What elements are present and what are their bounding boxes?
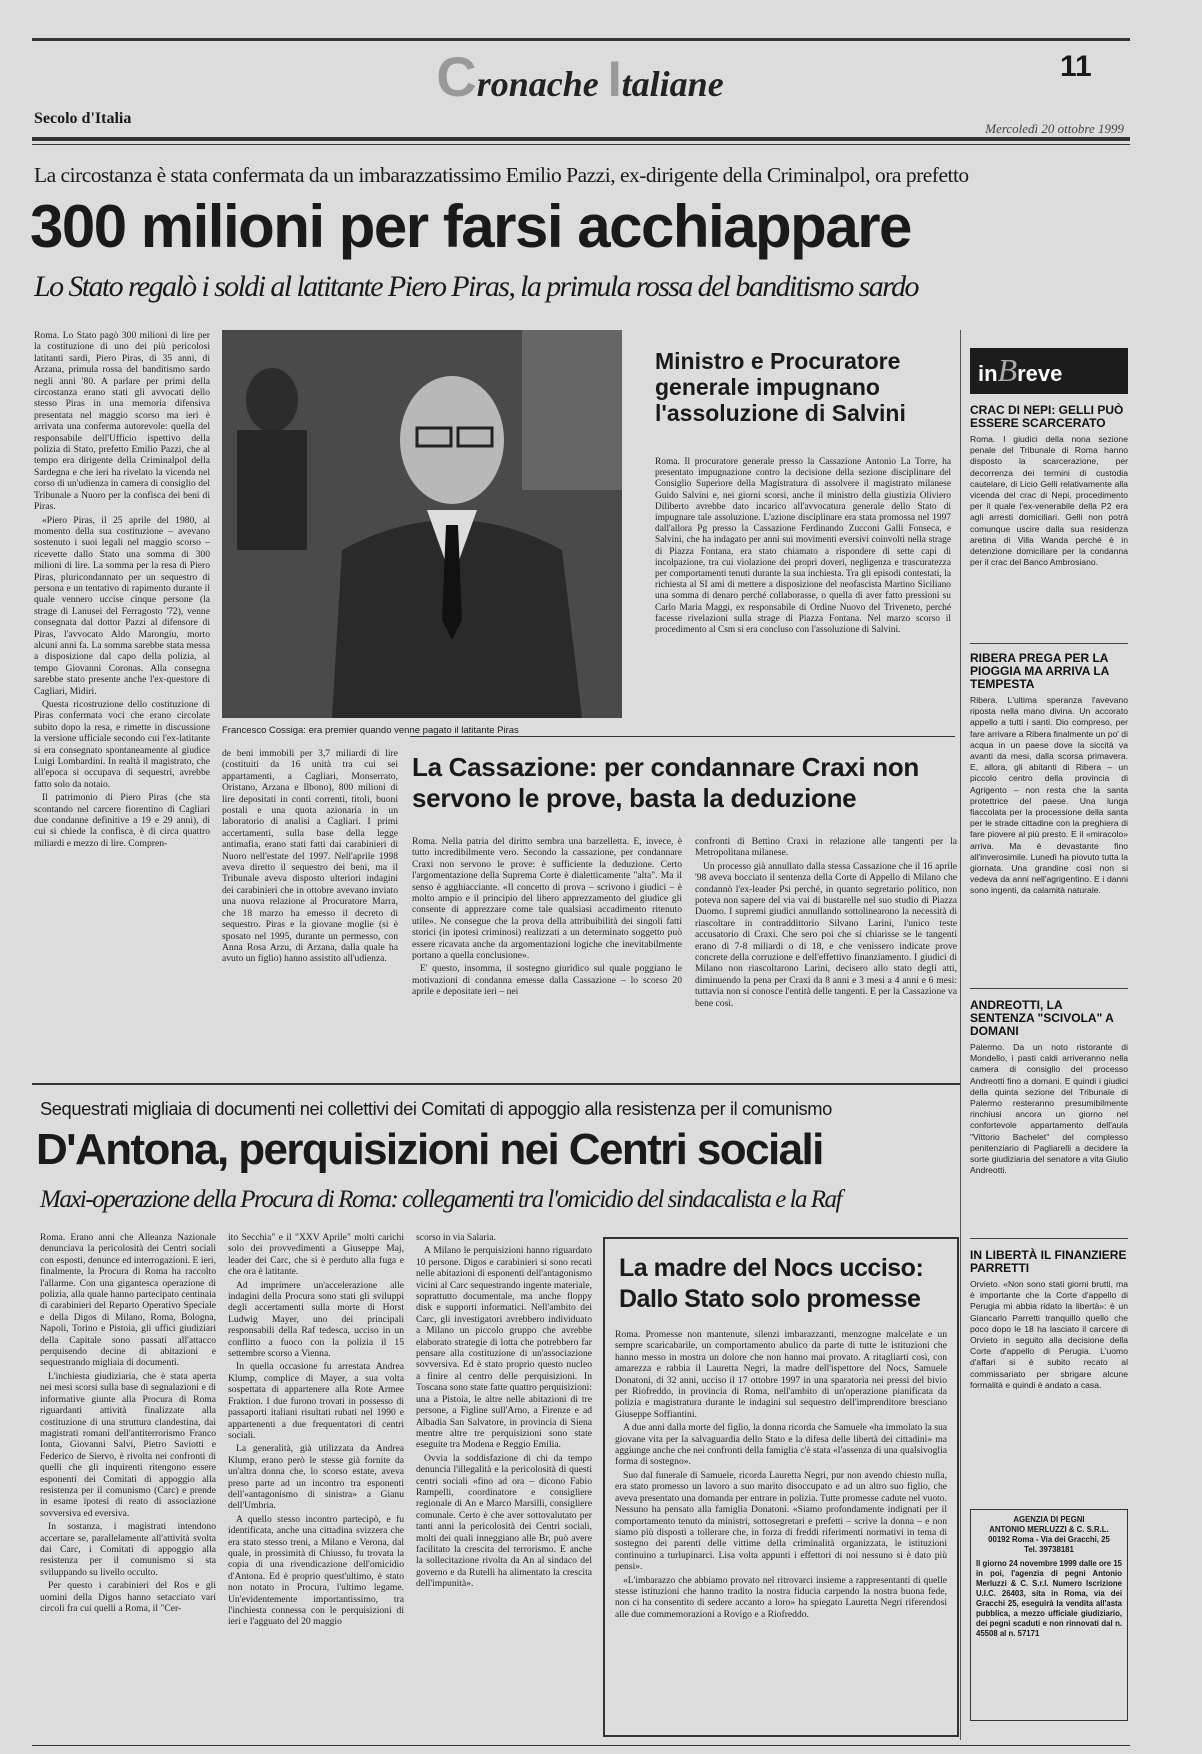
section-title-initial: C (436, 45, 477, 108)
paragraph: E' questo, insomma, il sostegno giuridico sul quale poggiano le motivazioni di condanna emesse dalla Cassazione – lo scorso 20 aprile e depositate ieri – nei (412, 963, 682, 998)
paragraph: de beni immobili per 3,7 miliardi di lire (costituiti da 16 unità tra cui sei appartamenti, a Cagliari, Monserrato, Oristano, Arzana e Ilbono), 800 milioni di lire depositati in conti correnti, titoli, buoni postali e una quota azionaria in un laboratorio di analisi a Cagliari. I primi accertamenti, sulla base della legge antimafia, erano stati fatti dai carabinieri di Nuoro nell'estate del 1997. Nell'aprile 1998 aveva diretto il sequestro dei beni, ma il Tribunale aveva disposto ulteriori indagini dei carabinieri che in ottobre avevano inviato una nuova relazione al Procuratore Marra, che 18 marzo ha emesso il decreto di sequestro. Piras e la giovane moglie (si è sposato nel 1995, durante un permesso, con Anna Rosa Arzu, di Arzana, dalla quale ha avuto un figlio) hanno assistito all'udienza. (222, 748, 398, 965)
paragraph: Roma. Lo Stato pagò 300 milioni di lire per la costituzione di uno dei più pericolosi latitanti sardi, Piero Piras, di 35 anni, di Arzana, primula rossa del banditismo sardo negli anni '80. A parlare per primi della circostanza erano stati gli avvocati dello stesso Piras in una memoria difensiva presentata nel maggio scorso ma ieri è arrivata una conferma autorevole: quella del responsabile dell'Ufficio ispettivo della polizia di Stato, prefetto Emilio Pazzi, che al tempo era dirigente della Criminalpol della Sardegna e che ieri ha rivelato la vicenda nel corso di un'udienza in camera di consiglio del Tribunale a Nuoro per la confisca dei beni di Piras. (34, 330, 210, 513)
lead2-col2 (228, 1232, 404, 1742)
lead2-col3 (416, 1232, 592, 1742)
section-title: Cronache Italiane (436, 45, 724, 108)
paragraph: A Milano le perquisizioni hanno riguardato 10 persone. Digos e carabinieri si sono recati nelle abitazioni di esponenti dell'antagonismo vicini al Carc sequestrando ingente materiale, soprattutto documentale, ma anche floppy disk e supporti informatici. Nell'ambito dei Carc, gli investigatori avrebbero individuato a Milano un piccolo gruppo che avrebbe elaborato strategie di lotta che potrebbero far pensare alla costituzione di un'associazione sovversiva. Ed è stato proprio questo nucleo a finire al centro delle perquisizioni. In Toscana sono state fatte quattro perquisizioni: una a Pistoia, le altre nelle abitazioni di tre persone, a Figline sull'Arno, a Firenze e ad Albadia San Salvatore, in provincia di Siena mentre altre tre perquisizioni sono state eseguite tra Modena e Reggio Emilia. (416, 1245, 592, 1451)
lead-headline: 300 milioni per farsi acchiappare (30, 193, 911, 260)
paragraph: A due anni dalla morte del figlio, la donna ricorda che Samuele «ha immolato la sua giovane vita per la salvaguardia dello Stato e la difesa delle libertà dei cittadini» ma aggiunge anche che nei confronti della famiglia c'è stata «l'assenza di una qualsivoglia forma di sostegno». (615, 1422, 947, 1468)
paragraph: Ovvia la soddisfazione di chi da tempo denuncia l'illegalità e la pericolosità di questi centri sociali «fino ad ora – dicono Fabio Rampelli, coordinatore e consigliere regionale di An e Marco Marsilli, consigliere comunale. Certo è che aver sottovalutato per tanti anni la pericolosità dei Centri sociali, molti dei quali inneggiano alle Br, può avere facilitato la crescita del terrorismo. E anche la sollecitazione rivolta da An al sindaco del governo e da Rutelli ha alimentato la crescita dell'impunità». (416, 1452, 592, 1590)
paragraph: «L'imbarazzo che abbiamo provato nel ritrovarci insieme a rappresentanti di quelle stesse istituzioni che hanno tradito la nostra fiducia carpendo la nostra buona fede, non ci ha consentito di sedere accanto a loro» ha spiegato Lauretta Negri riferendosi alle due commemorazioni a Rovigo e a Riofreddo. (615, 1574, 947, 1620)
paragraph: Roma. Promesse non mantenute, silenzi imbarazzanti, menzogne malcelate e un sempre scaricabarile, un comportamento abulico da parte di tutte le istituzioni che hanno messo in mostra un dolore che non hanno mai provato. A ritagliarti così, con amarezza e rabbia il Lauretta Negri, la madre dell'ispettore del Nocs, Samuele Donatoni, di 32 anni, ucciso il 17 ottobre 1997 in una sparatoria nei pressi del bivio per Riofreddo, in provincia di Roma, nell'ambito di un'operazione pianificata da polizia e magistratura durante le indagini sul sequestro dell'imprenditore bresciano Giuseppe Soffiantini. (615, 1329, 947, 1420)
lead-subhead: Lo Stato regalò i soldi al latitante Piero Piras, la primula rossa del banditismo sardo (34, 270, 918, 303)
paragraph: confronti di Bettino Craxi in relazione alle tangenti per la Metropolitana milanese. (695, 836, 957, 859)
nocs-box (603, 1237, 959, 1737)
paragraph: A quello stesso incontro partecipò, e fu identificata, anche una cittadina svizzera che era stato stesso treni, a Milano e Verona, dal quale, in prossimità di Chiusso, fu trovata la copia di una rivendicazione dell'omicidio d'Antona. Ed è proprio quest'ultimo, è stato non notato in Procura, l'ultimo legame. Un'evidentemente importantissimo, tra l'inchiesta connessa con le perquisizioni di ieri e l'agguato del 20 maggio (228, 1513, 404, 1628)
paragraph: Suo dal funerale di Samuele, ricorda Lauretta Negri, pur non avendo chiesto nulla, era stato promesso un lavoro a suo marito disoccupato e ad un altro suo figlio, che aveva presentato una domanda per entrare in polizia. Tutte promesse cadute nel vuoto. Nessuno ha pensato alla famiglia Donatoni. «Siamo profondamente indignati per il comportamento tenuto da ministri, sottosegretari e prefetti – scrive la donna – e non siamo più disposti a tollerare che, in forza di freddi riferimenti normativi in tema di sostegno dei parenti delle vittime della criminalità organizzata, le istituzioni continuino a turlupinarci. Lisa volta appunti i effettori di noi nessuno si è dato più pensi». (615, 1469, 947, 1573)
header-rule-thin (32, 144, 1130, 145)
page-number: 11 (1060, 50, 1092, 83)
bottom-rule (32, 1745, 1130, 1746)
issue-date: Mercoledì 20 ottobre 1999 (985, 121, 1124, 136)
ad-title: AGENZIA DI PEGNI (1013, 1515, 1085, 1524)
paragraph: Ad imprimere un'accelerazione alle indagini della Procura sono stati gli sviluppi degli accertamenti sulla morte di Horst Ludwig Mayer, uno dei principali responsabili della Raf tedesca, ucciso in un conflitto a fuoco con la polizia il 15 settembre scorso a Vienna. (228, 1279, 404, 1360)
paragraph: In quella occasione fu arrestata Andrea Klump, complice di Mayer, a sua volta sospettata di appartenere alla Rote Armee Fraktion. I due furono trovati in possesso di passaporti italiani risultati rubati nel 1990 e appartenenti a due frequentatori di centri sociali. (228, 1361, 404, 1441)
paragraph: Roma. Erano anni che Alleanza Nazionale denunciava la pericolosità dei Centri sociali con esposti, denunce ed interrogazioni. E ieri, finalmente, la Procura di Roma ha raccolto l'allarme. Con una gigantesca operazione di polizia, alla quale hanno partecipato centinaia di carabinieri del Reparto Operativo Speciale e della Digos di Milano, Roma, Bologna, Napoli, Torino e Pistoia, gli uffici giudiziari della Capitale sono passati all'attacco perquisendo decine di abitazioni e sequestrando migliaia di documenti. (40, 1232, 216, 1369)
newspaper-name: Secolo d'Italia (34, 110, 132, 127)
paragraph: Un processo già annullato dalla stessa Cassazione che il 16 aprile '98 aveva bocciato il sentenza della Corte di Appello di Milano che condannò l'ex-leader Psi perché, in quanto segretario politico, non poteva non sapere del via vai di bustarelle nel suo studio di Piazza Duomo. I supremi giudici annullando sottolinearono la necessità di riascoltare in contraddittorio Silvano Larini, l'unico teste accusatorio di Craxi. Che sero poi che si chiarisse se le tangenti erano di 7-8 miliardi o di 18, e che venissero indicate prove concrete della corruzione e dell'effettivo finanziamento. I giudici di Milano non riascoltarono Larini, decisero allo stato degli atti, diminuendo la pena per Craxi da 8 anni e 3 mesi a 4 anni e 6 mesi: tuttavia non si conosce l'entità delle tangenti. E per la Cassazione va bene così. (695, 860, 957, 1009)
paragraph: L'inchiesta giudiziaria, che è stata aperta nei mesi scorsi sulla base di segnalazioni e di informative giunte alla Procura di Roma riguardanti attività finalizzate alla costituzione di una struttura clandestina, dai magistrati romani dell'antiterrorismo Franco Ionta, Giovanni Salvi, Pietro Saviotti e Federico de Siervo, è rivolta nei confronti di quelli che gli inquirenti ritengono essere esponenti dei Comitati di appoggio alla resistenza per il comunismo (Carc) e prende in esame ipotesi di reato di associazione sovversiva ed eversiva. (40, 1370, 216, 1519)
craxi-rule (410, 736, 955, 737)
header-rule (32, 137, 1130, 141)
section-divider (32, 1083, 960, 1085)
ad-company: ANTONIO MERLUZZI & C. S.R.L. (989, 1525, 1109, 1534)
paragraph: ito Secchia" e il "XXV Aprile" molti carichi solo dei provvedimenti a Giuseppe Maj, leader dei Carc, che si è perduto alla fuga e che ora è latitante. (228, 1232, 404, 1278)
lead2-kicker: Sequestrati migliaia di documenti nei collettivi dei Comitati di appoggio alla resistenza per il comunismo (40, 1098, 832, 1119)
sidebar-divider (960, 330, 961, 1740)
ad-phone: Tel. 39738181 (1024, 1545, 1074, 1554)
paragraph: «Piero Piras, il 25 aprile del 1980, al momento della sua costituzione – avevano sostenuto i suoi legali nel maggio scorso – ricevette dallo Stato una somma di 300 milioni di lire. La somma per la resa di Piero Piras, pluricondannato per un sequestro di persona e un tentativo di rapimento durante il quale vennero uccise cinque persone (la strage di Lanusei del Ferragosto '72), venne consegnata dal dottor Pazzi al difensore di Piras, l'avvocato Aldo Marongiu, morto alcuni anni fa. La somma sarebbe stata messa a disposizione dal capo della polizia, al tempo Giovanni Coronas. Alla consegna sarebbe stato presente anche l'ex-questore di Cagliari, Midiri. (34, 514, 210, 697)
paragraph: Per questo i carabinieri del Ros e gli uomini della Digos hanno setacciato vari circoli fra cui quelli a Roma, il "Cer- (40, 1580, 216, 1614)
brief-title: ANDREOTTI, LA SENTENZA "SCIVOLA" A DOMANI (970, 998, 1114, 1038)
lead2-col1 (40, 1232, 216, 1742)
photo-caption: Francesco Cossiga: era premier quando venne pagato il latitante Piras (222, 725, 519, 736)
paragraph: Roma. Nella patria del diritto sembra una barzelletta. E, invece, è tutto incredibilmente vero. Secondo la cassazione, per condannare Craxi non servono le prove: è sufficiente la deduzione. Certo l'argomentazione della Suprema Corte è dialetticamente "alta". Ma il senso è agghiacciante. «Il concetto di prova – scrivono i giudici – è molto ampio e il principio del libero apprezzamento del giudice gli consente di apprezzare come tale qualsiasi accadimento ritenuto utile». Ne consegue che la prova della attribuibilità dei singoli fatti storici (in ipotesi criminosi) realizzati a un determinato soggetto può essere ricavata anche da argomentazioni logiche che inevitabilmente portano a quella conclusione». (412, 836, 682, 962)
brief-item (970, 404, 1128, 644)
cossiga-photo (222, 330, 622, 718)
ad-address: 00192 Roma - Via dei Gracchi, 25 (988, 1535, 1110, 1544)
sidebar-title: inBreve (970, 348, 1128, 394)
brief-item (970, 644, 1128, 989)
paragraph: Roma. Il procuratore generale presso la Cassazione Antonio La Torre, ha presentato impugnazione contro la decisione della sezione disciplinare del Consiglio Superiore della Magistratura di assolvere il magistrato milanese Guido Salvini e, nei giorni scorsi, anche il ministro della giustizia Oliviero Diliberto avrebbe dato incarico all'avvocatura generale dello Stato di impugnare tale assoluzione. L'azione disciplinare era stata promossa nel 1997 dall'allora Pg presso la Cassazione Ferdinando Zucconi Galli Fonseca, e Salvini, che ha indagato per anni sui movimenti eversivi coinvolti nella strage di Piazza Fontana, era stato chiamato a rispondere di sette capi di incolpazione, tra cui violazione dei propri doveri, negligenza e trascuratezza per comportamenti tenuti durante la sua inchiesta. Tra gli episodi contestati, la richiesta al SI ami di mettere a disposizione del neofascista Martino Siciliano una somma di denaro perché collaborasse, o quella di aver fatto pressioni su Carlo Maria Maggi, ex responsabile di Ordine Nuovo del Triveneto, perché facesse rivelazioni sulla strage di Piazza Fontana. Nel marzo scorso il procedimento al Csm si era concluso con l'assoluzione di Salvini. (655, 457, 951, 636)
paragraph: La generalità, già utilizzata da Andrea Klump, erano però le stesse già fornite da un'altra donna che, lo scorso estate, aveva preso parte ad un incontro tra esponenti dell'«antagonismo di sinistra» a Gianu dell'Umbria. (228, 1443, 404, 1512)
portrait-illustration (222, 330, 622, 718)
lead2-subhead: Maxi-operazione della Procura di Roma: collegamenti tra l'omicidio del sindacalista e la Raf (40, 1186, 841, 1213)
nocs-body (615, 1329, 947, 1719)
brief-title: IN LIBERTÀ IL FINANZIERE PARRETTI (970, 1248, 1127, 1275)
brief-body: Orvieto. «Non sono stati giorni brutti, ma è importante che la Corte d'appello di Perugia mi abbia ridato la libertà»: è un Giancarlo Parretti tranquillo quello che poco dopo le 18 ha lasciato il carcere di Orvieto in seguito alla decisione della Corte d'appello di Perugia. L'uomo d'affari si è subito recato al commissariato per sbrigare alcune formalità e quindi è andato a casa. (970, 1279, 1128, 1390)
paragraph: scorso in via Salaria. (416, 1232, 496, 1243)
brief-body: Roma. I giudici della nona sezione penale del Tribunale di Roma hanno disposto la scarcerazione, per decorrenza dei termini di custodia cautelare, di Licio Gelli relativamente alla vicenda del crac di Nepi, procedimento per il quale l'ex-venerabile della P2 era agli arresti domiciliari. Gelli non potrà comunque uscire dalla sua residenza aretina di Villa Wanda perché è in detenzione domiciliare per la condanna per il crac del Banco Ambrosiano. (970, 434, 1128, 568)
ad-body: Il giorno 24 novembre 1999 dalle ore 15 in poi, l'agenzia di pegni Antonio Merluzzi & C. S.r.l. Numero Iscrizione U.I.C. 26403, sita in Roma, via dei Gracchi 25, eseguirà la vendita all'asta pubblica, a mezzo ufficiale giudiziario, dei pegni scaduti e non rinnovati dal n. 45508 al n. 57171 (976, 1559, 1122, 1638)
brief-body: Ribera. L'ultima speranza l'avevano riposta nella mano divina. Un accorato appello a tutti i santi. Dio compreso, per fare arrivare a Ribera finalmente un po' di acqua in un paese dove la siccità va avanti da mesi, dalla scorsa primavera. E, allora, gli abitanti di Ribera – un piccolo centro della provincia di Agrigento – non resta che la santa protettrice del paese. Una lunga fiaccolata per la processione della santa per le strade cittadine con la preghiera di fare piovere al più presto. E il «miracolo» arriva. Ma è devastante fino all'inverosimile. Lunedì ha piovuto tutta la giornata. Una grandine così non si vedeva da anni nell'agrigentino. E i danni sono ingenti, da calamità naturale. (970, 695, 1128, 896)
lead2-headline: D'Antona, perquisizioni nei Centri sociali (36, 1125, 823, 1174)
nocs-headline: La madre del Nocs ucciso: Dallo Stato solo promesse (619, 1254, 924, 1313)
salvini-body (655, 457, 951, 725)
paragraph: In sostanza, i magistrati intendono accertare se, parallelamente all'attività svolta dai Carc, i Comitati di appoggio alla resistenza per il comunismo si sta sviluppando su livello occulto. (40, 1521, 216, 1578)
lead-kicker: La circostanza è stata confermata da un imbarazzatissimo Emilio Pazzi, ex-dirigente della Criminalpol, ora prefetto (34, 163, 969, 187)
brief-item (970, 989, 1128, 1239)
pawn-agency-ad (970, 1509, 1128, 1721)
brief-item (970, 1239, 1128, 1509)
brief-title: RIBERA PREGA PER LA PIOGGIA MA ARRIVA LA TEMPESTA (970, 651, 1109, 691)
paragraph: Il patrimonio di Piero Piras (che sta scontando nel carcere fiorentino di Cagliari due condanne definitive a 19 e 29 anni), di cui si chiede la confisca, è di circa quattro miliardi e mezzo di lire. Compren- (34, 792, 210, 849)
top-rule (32, 38, 1130, 41)
craxi-headline: La Cassazione: per condannare Craxi non servono le prove, basta la deduzione (412, 752, 919, 813)
brief-body: Palermo. Da un noto ristorante di Mondello, i pasti caldi arriveranno nella camera di consiglio del processo Andreotti fino a domani. E quindi i giudici della quinta sezione del Tribunale di Palermo resteranno presumibilmente rinchiusi ancora un giorno nel confortevole appartamento dell'aula "Vittorio Bachelet" del complesso penitenziario di Pagliarelli a decidere la sorte giudiziaria del senatore a vita Giulio Andreotti. (970, 1042, 1128, 1176)
brief-title: CRAC DI NEPI: GELLI PUÒ ESSERE SCARCERATO (970, 403, 1124, 430)
salvini-headline: Ministro e Procuratore generale impugnano l'assoluzione di Salvini (655, 348, 906, 426)
paragraph: Questa ricostruzione dello costituzione di Piras confermata voci che erano circolate subito dopo la resa, e rimette in discussione la versione ufficiale secondo cui l'ex-latitante si era consegnato spontaneamente al giudice Luigi Lombardini. In realtà il magistrato, che all'epoca si occupava di sequestri, avrebbe fatto solo da notaio. (34, 699, 210, 790)
sidebar (970, 330, 1128, 1740)
